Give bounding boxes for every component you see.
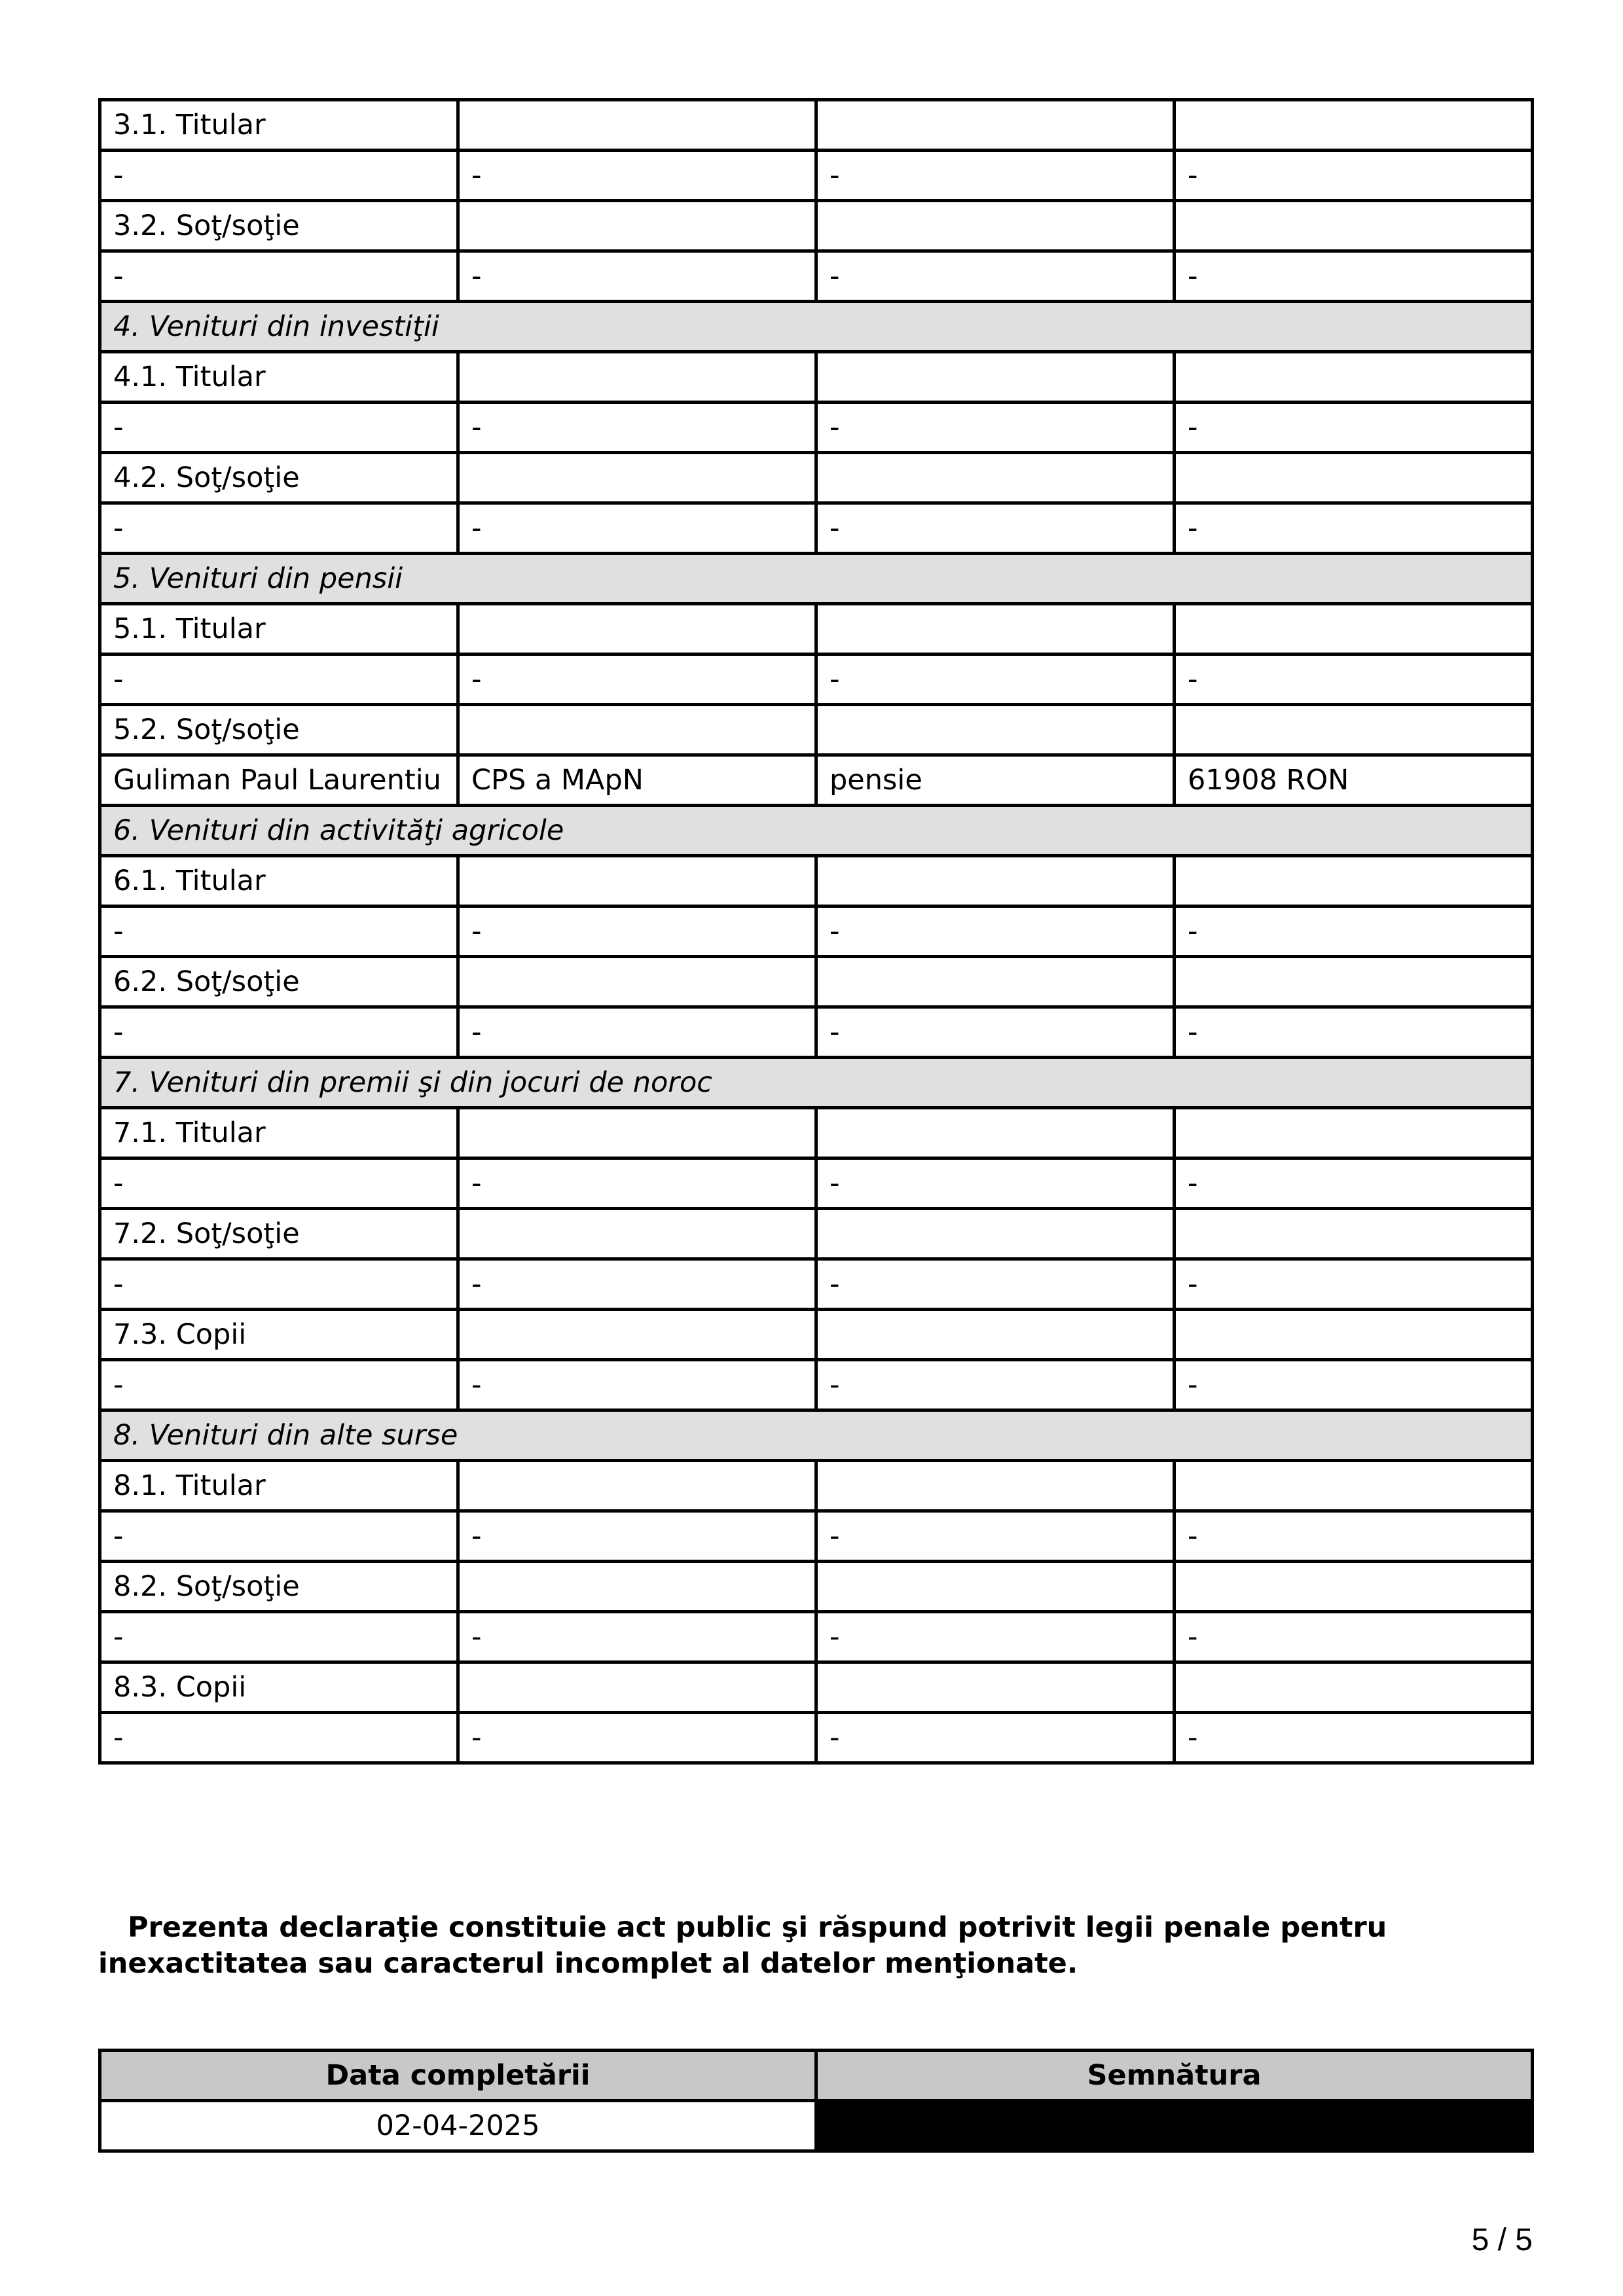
empty-cell [816, 352, 1175, 403]
empty-cell [458, 201, 816, 251]
empty-cell [1175, 957, 1533, 1007]
empty-cell [1175, 1310, 1533, 1360]
table-row [100, 1259, 1533, 1310]
table-row [100, 403, 1533, 453]
empty-cell [458, 856, 816, 906]
table-cell: - [458, 403, 816, 453]
subsection-row [100, 1562, 1533, 1612]
subsection-row [100, 453, 1533, 503]
empty-cell [816, 957, 1175, 1007]
table-cell: - [458, 503, 816, 554]
empty-cell [458, 604, 816, 655]
empty-cell [458, 1209, 816, 1259]
table-cell: - [100, 1713, 458, 1763]
table-cell: - [1175, 1612, 1533, 1662]
table-cell: - [816, 403, 1175, 453]
table-row [100, 1612, 1533, 1662]
empty-cell [458, 352, 816, 403]
empty-cell [1175, 856, 1533, 906]
table-cell: - [1175, 251, 1533, 302]
empty-cell [816, 453, 1175, 503]
table-cell: - [816, 1259, 1175, 1310]
table-row [100, 1007, 1533, 1058]
table-cell: pensie [816, 755, 1175, 806]
subsection-label: 6.2. Soţ/soţie [100, 957, 458, 1007]
table-row [100, 1713, 1533, 1763]
table-cell: Guliman Paul Laurentiu [100, 755, 458, 806]
signature-header: Semnătura [816, 2051, 1533, 2101]
table-row [100, 151, 1533, 201]
table-cell: - [458, 1713, 816, 1763]
subsection-row [100, 1662, 1533, 1713]
date-header: Data completării [100, 2051, 816, 2101]
table-cell: - [816, 503, 1175, 554]
subsection-label: 8.3. Copii [100, 1662, 458, 1713]
table-row [100, 655, 1533, 705]
subsection-row [100, 1108, 1533, 1158]
empty-cell [816, 1562, 1175, 1612]
empty-cell [458, 1461, 816, 1511]
empty-cell [816, 100, 1175, 151]
table-cell: - [100, 906, 458, 957]
empty-cell [1175, 100, 1533, 151]
empty-cell [816, 1108, 1175, 1158]
table-row [100, 906, 1533, 957]
empty-cell [816, 856, 1175, 906]
table-cell: - [458, 151, 816, 201]
table-row [100, 251, 1533, 302]
subsection-row [100, 1209, 1533, 1259]
table-cell: - [100, 151, 458, 201]
empty-cell [1175, 1562, 1533, 1612]
table-cell: - [1175, 1360, 1533, 1410]
empty-cell [458, 453, 816, 503]
section-title: 4. Venituri din investiţii [100, 302, 1533, 352]
redacted-signature [816, 2101, 1533, 2151]
table-cell: - [1175, 403, 1533, 453]
table-cell: - [816, 151, 1175, 201]
table-row [100, 1360, 1533, 1410]
empty-cell [1175, 201, 1533, 251]
table-cell: - [816, 1158, 1175, 1209]
subsection-row [100, 100, 1533, 151]
subsection-row [100, 1461, 1533, 1511]
table-cell: - [458, 251, 816, 302]
empty-cell [816, 1310, 1175, 1360]
empty-cell [816, 1461, 1175, 1511]
table-row [100, 503, 1533, 554]
table-cell: - [816, 251, 1175, 302]
subsection-label: 8.2. Soţ/soţie [100, 1562, 458, 1612]
table-cell: - [458, 1259, 816, 1310]
table-cell: - [100, 655, 458, 705]
income-table [98, 98, 1534, 1765]
empty-cell [458, 1562, 816, 1612]
subsection-label: 4.1. Titular [100, 352, 458, 403]
table-cell: - [1175, 1511, 1533, 1562]
empty-cell [1175, 453, 1533, 503]
empty-cell [458, 957, 816, 1007]
empty-cell [816, 201, 1175, 251]
table-cell: - [816, 906, 1175, 957]
empty-cell [458, 1662, 816, 1713]
table-cell: - [100, 251, 458, 302]
empty-cell [458, 1108, 816, 1158]
section-header-row [100, 302, 1533, 352]
subsection-label: 3.2. Soţ/soţie [100, 201, 458, 251]
table-cell: - [100, 503, 458, 554]
table-cell: - [458, 1511, 816, 1562]
table-cell: - [1175, 151, 1533, 201]
subsection-label: 5.2. Soţ/soţie [100, 705, 458, 755]
table-cell: - [816, 1511, 1175, 1562]
subsection-row [100, 352, 1533, 403]
empty-cell [816, 604, 1175, 655]
table-cell: - [816, 1612, 1175, 1662]
table-row [100, 1158, 1533, 1209]
empty-cell [458, 1310, 816, 1360]
subsection-label: 7.2. Soţ/soţie [100, 1209, 458, 1259]
signature-value-row [100, 2101, 1533, 2151]
subsection-label: 8.1. Titular [100, 1461, 458, 1511]
table-row [100, 755, 1533, 806]
subsection-label: 3.1. Titular [100, 100, 458, 151]
subsection-row [100, 957, 1533, 1007]
section-header-row [100, 554, 1533, 604]
declaration-text: Prezenta declaraţie constituie act public şi răspund potrivit legii penale pentru inexactitatea sau caracterul incomplet al datelor menţionate. [98, 1911, 1387, 1980]
subsection-label: 6.1. Titular [100, 856, 458, 906]
table-cell: - [100, 1360, 458, 1410]
section-title: 5. Venituri din pensii [100, 554, 1533, 604]
table-cell: - [1175, 655, 1533, 705]
table-cell: - [1175, 503, 1533, 554]
empty-cell [816, 1209, 1175, 1259]
subsection-label: 5.1. Titular [100, 604, 458, 655]
section-header-row [100, 1410, 1533, 1461]
section-header-row [100, 1058, 1533, 1108]
table-cell: - [458, 1612, 816, 1662]
table-cell: - [458, 1158, 816, 1209]
empty-cell [458, 100, 816, 151]
section-header-row [100, 806, 1533, 856]
empty-cell [1175, 1108, 1533, 1158]
empty-cell [816, 705, 1175, 755]
table-cell: 61908 RON [1175, 755, 1533, 806]
table-cell: - [1175, 1259, 1533, 1310]
page-number: 5 / 5 [1471, 2223, 1533, 2257]
table-cell: - [816, 1713, 1175, 1763]
empty-cell [1175, 705, 1533, 755]
table-cell: - [100, 1259, 458, 1310]
table-cell: - [816, 1007, 1175, 1058]
subsection-row [100, 604, 1533, 655]
table-cell: CPS a MApN [458, 755, 816, 806]
table-cell: - [1175, 1007, 1533, 1058]
table-cell: - [816, 655, 1175, 705]
table-cell: - [100, 1158, 458, 1209]
subsection-row [100, 1310, 1533, 1360]
table-cell: - [458, 655, 816, 705]
table-cell: - [458, 1007, 816, 1058]
table-cell: - [458, 906, 816, 957]
empty-cell [1175, 1662, 1533, 1713]
empty-cell [1175, 1461, 1533, 1511]
table-cell: - [816, 1360, 1175, 1410]
table-cell: - [1175, 906, 1533, 957]
table-cell: - [100, 1511, 458, 1562]
signature-table [98, 2049, 1534, 2153]
section-title: 6. Venituri din activităţi agricole [100, 806, 1533, 856]
empty-cell [458, 705, 816, 755]
subsection-label: 7.1. Titular [100, 1108, 458, 1158]
table-cell: - [1175, 1713, 1533, 1763]
empty-cell [1175, 604, 1533, 655]
signature-header-row [100, 2051, 1533, 2101]
subsection-label: 4.2. Soţ/soţie [100, 453, 458, 503]
empty-cell [1175, 352, 1533, 403]
table-cell: - [458, 1360, 816, 1410]
empty-cell [816, 1662, 1175, 1713]
section-title: 8. Venituri din alte surse [100, 1410, 1533, 1461]
table-row [100, 1511, 1533, 1562]
income-table-body [100, 100, 1533, 1763]
subsection-row [100, 201, 1533, 251]
table-cell: - [100, 1612, 458, 1662]
table-cell: - [1175, 1158, 1533, 1209]
empty-cell [1175, 1209, 1533, 1259]
completion-date: 02-04-2025 [100, 2101, 816, 2151]
subsection-row [100, 705, 1533, 755]
subsection-row [100, 856, 1533, 906]
subsection-label: 7.3. Copii [100, 1310, 458, 1360]
table-cell: - [100, 403, 458, 453]
section-title: 7. Venituri din premii şi din jocuri de noroc [100, 1058, 1533, 1108]
table-cell: - [100, 1007, 458, 1058]
